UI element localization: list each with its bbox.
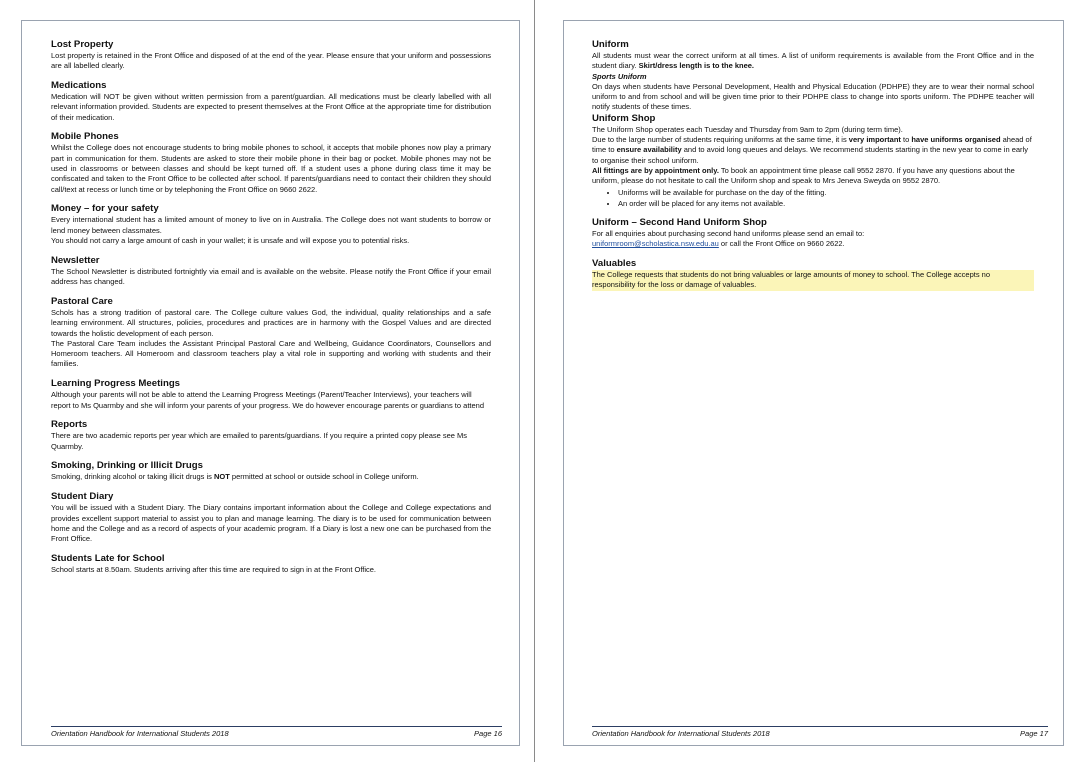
section-student-diary (51, 491, 491, 544)
section-uniform (592, 39, 1034, 113)
section-medications (51, 80, 491, 123)
section-title: Valuables (592, 258, 637, 270)
section-text: Every international student has a limited amount of money to live on in Australia. The College does not want students to borrow or lend money between classmates. (51, 215, 491, 235)
section-text: You will be issued with a Student Diary. The Diary contains important information about the College and College expectations and provides excellent support material to assist you to plan and manage learning. The diary is to be used for communication between home and the College and as a record of aspects of your academic program. If a Diary is lost a new one can be purchased from the Front Office. (51, 503, 491, 544)
section-title: Students Late for School (51, 552, 165, 564)
section-title: Student Diary (51, 491, 114, 503)
uniform-bold-text: Skirt/dress length is to the knee. (638, 61, 755, 71)
uniform-text: All students must wear the correct uniform at all times. A list of uniform requirements is available from the Front Office and in the student diary. (592, 51, 1034, 71)
section-text: The Uniform Shop operates each Tuesday and Thursday from 9am to 2pm (during term time). (592, 124, 903, 134)
section-text: For all enquiries about purchasing second hand uniforms please send an email to: (592, 229, 865, 239)
smoking-text-after: permitted at school or outside school in College uniform. (229, 472, 419, 482)
section-mobile-phones (51, 131, 491, 194)
document-page-16 (0, 0, 534, 762)
section-title: Reports (51, 419, 88, 431)
page-frame (21, 20, 520, 746)
section-uniform-shop (592, 113, 1034, 209)
section-title: Learning Progress Meetings (51, 378, 181, 390)
section-pastoral-care (51, 296, 491, 370)
section-title: Uniform (592, 39, 629, 50)
footer-page-number: Page 16 (474, 729, 502, 738)
page-frame (563, 20, 1064, 746)
section-newsletter (51, 255, 491, 288)
section-title: Mobile Phones (51, 131, 119, 143)
section-text (592, 239, 1034, 249)
text-run-bold: ensure availability (616, 145, 682, 155)
highlighted-text: The College requests that students do not bring valuables or large amounts of money to school. The College accepts no responsibility for the loss or damage of valuables. (592, 270, 1034, 291)
text-run-bold: very important (848, 135, 901, 145)
document-page-17 (545, 0, 1080, 762)
section-lost-property (51, 39, 491, 72)
section-students-late (51, 553, 491, 575)
section-title: Uniform Shop (592, 112, 656, 124)
text-run: or call the Front Office on 9660 2622. (718, 239, 845, 249)
section-learning-progress (51, 378, 491, 411)
section-text: Schols has a strong tradition of pastoral care. The College culture values God, the individual, quality relationships and a safe learning environment. All structures, policies, procedures and practices are in harmony with the Gospel Values and are directed towards the holistic development of each person. (51, 307, 491, 338)
section-text (51, 472, 491, 482)
page-content (51, 39, 491, 584)
sports-uniform-subtitle: Sports Uniform (592, 71, 647, 81)
section-title: Pastoral Care (51, 295, 113, 307)
list-item: • Uniforms will be available for purchase on the day of the fitting. (618, 187, 1034, 198)
section-text: You should not carry a large amount of cash in your wallet; it is unsafe and will expose you to potential risks. (51, 236, 410, 246)
page-footer (592, 726, 1048, 738)
page-divider (534, 0, 545, 762)
section-text: Medication will NOT be given without written permission from a parent/guardian. All medications must be clearly labelled with all relevant information provided. Students are expected to present themselves at the Front Office at the appropriate time for distribution of their medication. (51, 92, 491, 122)
section-title: Uniform – Second Hand Uniform Shop (592, 217, 767, 229)
uniform-shop-bullets (592, 187, 1034, 209)
text-run: and to avoid long queues and delays. We recommend students starting in the new year to come in early to organise their school uniform. (592, 145, 1028, 165)
section-text: The Pastoral Care Team includes the Assistant Principal Pastoral Care and Wellbeing, Guidance Coordinators, Counsellors and Homeroom teachers. All Homeroom and classroom teachers play a vital role in supporting and working with students and their families. (51, 338, 491, 369)
section-text: On days when students have Personal Development, Health and Physical Education (PDHPE) they are to wear their normal school uniform to and from school and will be given time prior to their PDHPE class to change into sports uniform. The PDHPE teacher will notify students of these times. (592, 81, 1034, 112)
section-text (592, 51, 1034, 72)
section-reports (51, 419, 491, 452)
smoking-text-bold: NOT (214, 472, 230, 482)
text-run: Due to the large number of students requiring uniforms at the same time, it is (592, 135, 849, 145)
page-content (592, 39, 1034, 299)
footer-page-number: Page 17 (1020, 729, 1048, 738)
section-text: Although your parents will not be able to attend the Learning Progress Meetings (Parent/Teacher Interviews), your teachers will report to Ms Quarmby and she will inform your parents of your progress. We do however encourage parents or guardians to attend (51, 390, 485, 410)
section-title: Newsletter (51, 254, 100, 266)
footer-title: Orientation Handbook for International Students 2018 (51, 729, 229, 738)
section-smoking (51, 460, 491, 482)
section-money (51, 203, 491, 246)
footer-title: Orientation Handbook for International Students 2018 (592, 729, 770, 738)
section-second-hand-uniform (592, 217, 1034, 250)
section-text: School starts at 8.50am. Students arriving after this time are required to sign in at the Front Office. (51, 564, 377, 574)
section-text: There are two academic reports per year which are emailed to parents/guardians. If you require a printed copy please see Ms Quarmby. (51, 431, 468, 451)
section-text: Whilst the College does not encourage students to bring mobile phones to school, it accepts that mobile phones now play a primary part in communication for them. Students are asked to store their mobile phone in their bag or pocket. Mobile phones may not be used in classrooms or between classes and should be kept turned off. If a student uses a phone during class time it may be confiscated and taken to the Front Office to be collected after school. If parents/guardians need to contact their children they should call/text at recess or lunch time or by telephoning the Front Office on 9660 2622. (51, 143, 491, 194)
section-text: Lost property is retained in the Front Office and disposed of at the end of the year. Please ensure that your uniform and possessions are all labelled clearly. (51, 51, 491, 71)
section-valuables (592, 258, 1034, 291)
email-link[interactable]: uniformroom@scholastica.nsw.edu.au (592, 239, 719, 249)
text-run: to (900, 135, 912, 145)
text-run-bold: All fittings are by appointment only. (592, 165, 719, 175)
text-run: To book an appointment time please call 9552 2870. If you have any questions about the uniform, please do not hesitate to call the Uniform shop and speak to Mrs Jeneva Sweyda on 9552 2870. (592, 165, 1015, 186)
list-item: • An order will be placed for any items not available. (618, 198, 1034, 209)
section-title: Lost Property (51, 39, 114, 50)
section-title: Money – for your safety (51, 203, 159, 215)
text-run: ahead of time to (592, 135, 1032, 155)
section-title: Medications (51, 80, 107, 92)
section-text (592, 135, 1034, 166)
section-text (592, 166, 1034, 187)
page-footer (51, 726, 502, 738)
smoking-text-before: Smoking, drinking alcohol or taking illicit drugs is (51, 472, 214, 482)
section-title: Smoking, Drinking or Illicit Drugs (51, 460, 203, 472)
section-text: The School Newsletter is distributed fortnightly via email and is available on the website. Please notify the Front Office if your email address has changed. (51, 266, 491, 287)
text-run-bold: have uniforms organised (911, 135, 1001, 145)
